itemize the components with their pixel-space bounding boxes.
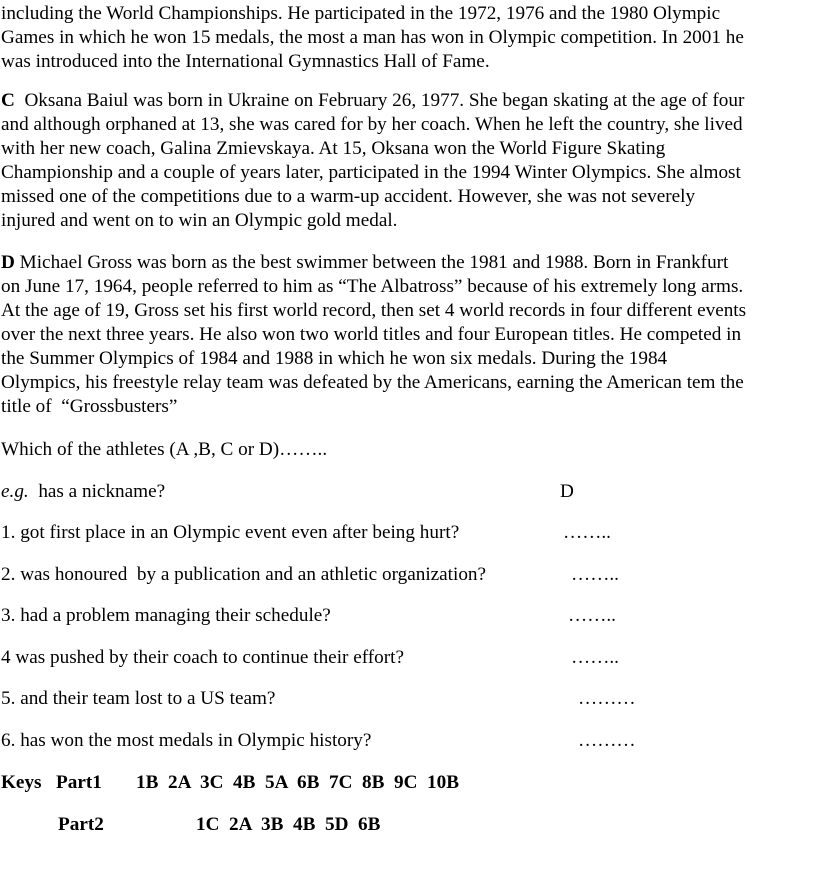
question-2: 2. was honoured by a publication and an athletic organization? (1, 564, 487, 585)
example-text: has a nickname? (28, 481, 166, 502)
keys-part1-label: Part1 (56, 772, 102, 793)
question-1: 1. got first place in an Olympic event even after being hurt? (1, 522, 460, 543)
paragraph-b-tail (1, 2, 813, 74)
paragraph-letter: D (1, 252, 15, 273)
paragraph-line: over the next three years. He also won two world titles and four European titles. He competed in (1, 324, 742, 345)
paragraph-line: missed one of the competitions due to a warm-up accident. However, she was not severely (1, 186, 696, 207)
answer-blank-5: ……… (578, 688, 636, 709)
question-6: 6. has won the most medals in Olympic history? (1, 730, 372, 751)
paragraph-line: including the World Championships. He participated in the 1972, 1976 and the 1980 Olympic (1, 3, 721, 24)
answer-blank-6: ……… (578, 730, 636, 751)
answer-blank-2: …….. (571, 564, 619, 585)
answer-blank-1: …….. (563, 522, 611, 543)
paragraph-d (1, 251, 813, 419)
paragraph-line: At the age of 19, Gross set his first world record, then set 4 world records in four different events (1, 300, 747, 321)
paragraph-line: with her new coach, Galina Zmievskaya. At 15, Oksana won the World Figure Skating (1, 138, 666, 159)
example-prefix: e.g. (1, 481, 29, 502)
paragraph-line: the Summer Olympics of 1984 and 1988 in which he won six medals. During the 1984 (1, 348, 668, 369)
paragraph-line-text: Oksana Baiul was born in Ukraine on February 26, 1977. She began skating at the age of four (14, 90, 745, 111)
keys-part2-answers: 1C 2A 3B 4B 5D 6B (196, 814, 381, 835)
keys-label: Keys (1, 772, 42, 793)
paragraph-line: Olympics, his freestyle relay team was defeated by the Americans, earning the American tem the (1, 372, 744, 393)
question-prompt: Which of the athletes (A ,B, C or D)…….. (1, 439, 328, 460)
answer-blank-4: …….. (571, 647, 619, 668)
paragraph-line: injured and went on to win an Olympic gold medal. (1, 210, 398, 231)
paragraph-c (1, 89, 813, 233)
example-question (1, 480, 165, 504)
paragraph-line (1, 251, 813, 275)
paragraph-line: title of “Grossbusters” (1, 396, 178, 417)
question-5: 5. and their team lost to a US team? (1, 688, 276, 709)
answer-blank-3: …….. (568, 605, 616, 626)
paragraph-line: on June 17, 1964, people referred to him as “The Albatross” because of his extremely long arms. (1, 276, 744, 297)
keys-part2-label: Part2 (58, 814, 104, 835)
paragraph-line (1, 89, 813, 113)
paragraph-line: was introduced into the International Gymnastics Hall of Fame. (1, 51, 490, 72)
paragraph-letter: C (1, 90, 15, 111)
paragraph-line: and although orphaned at 13, she was cared for by her coach. When he left the country, she lived (1, 114, 743, 135)
paragraph-line: Games in which he won 15 medals, the most a man has won in Olympic competition. In 2001 he (1, 27, 744, 48)
keys-part1-answers: 1B 2A 3C 4B 5A 6B 7C 8B 9C 10B (136, 772, 460, 793)
paragraph-line-text: Michael Gross was born as the best swimmer between the 1981 and 1988. Born in Frankfurt (14, 252, 729, 273)
question-4: 4 was pushed by their coach to continue their effort? (1, 647, 404, 668)
question-3: 3. had a problem managing their schedule? (1, 605, 331, 626)
paragraph-line: Championship and a couple of years later, participated in the 1994 Winter Olympics. She almost (1, 162, 741, 183)
example-answer: D (560, 481, 574, 502)
